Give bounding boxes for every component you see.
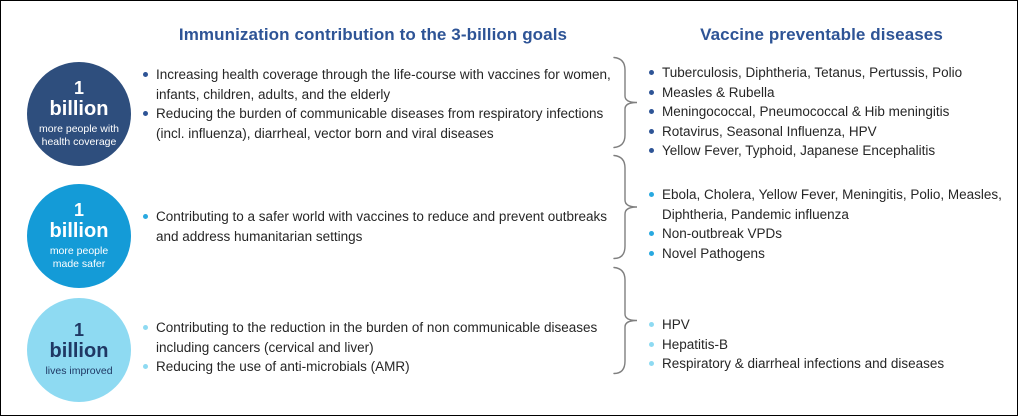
bullet-dot-icon xyxy=(648,244,662,264)
bullet-dot-icon xyxy=(648,185,662,205)
circle-caption: more people with health coverage xyxy=(39,122,119,148)
goals-list-row-3 xyxy=(142,318,614,377)
bullet-dot-icon xyxy=(142,207,156,227)
bullet-dot-icon xyxy=(648,122,662,142)
bullet-dot-icon xyxy=(142,65,156,85)
list-item xyxy=(648,335,1014,355)
list-item xyxy=(648,244,1014,264)
curly-brace-icon xyxy=(611,154,641,260)
list-item xyxy=(648,224,1014,244)
bullet-dot-icon xyxy=(648,102,662,122)
bullet-dot-icon xyxy=(142,104,156,124)
circle-1-billion-made-safer xyxy=(27,184,131,288)
list-item-text: Ebola, Cholera, Yellow Fever, Meningitis, Polio, Measles, Diphtheria, Pandemic influenza xyxy=(662,187,1002,222)
diseases-list-row-2 xyxy=(648,185,1014,263)
bullet-dot-icon xyxy=(142,318,156,338)
list-item-text: Measles & Rubella xyxy=(662,84,775,100)
list-item xyxy=(142,65,614,104)
list-item xyxy=(648,354,1014,374)
curly-brace-icon xyxy=(611,266,641,375)
list-item xyxy=(648,63,1014,83)
bullet-dot-icon xyxy=(648,141,662,161)
list-item xyxy=(142,318,614,357)
goals-list-row-2 xyxy=(142,207,614,246)
list-item xyxy=(142,104,614,143)
list-item-text: Novel Pathogens xyxy=(662,245,765,261)
list-item-text: Non-outbreak VPDs xyxy=(662,226,783,241)
brace-row-2 xyxy=(611,154,641,260)
list-item-text: Increasing health coverage through the life-course with vaccines for women, infants, children, adults, and the elderly xyxy=(156,67,611,102)
circle-1-billion-health-coverage xyxy=(27,62,131,166)
list-item xyxy=(648,315,1014,335)
bullet-dot-icon xyxy=(648,335,662,355)
circle-number: 1 xyxy=(73,320,84,341)
diseases-list-row-3 xyxy=(648,315,1014,374)
circle-unit: billion xyxy=(49,340,109,363)
list-item-text: Reducing the burden of communicable diseases from respiratory infections (incl. influenza), diarrheal, vector born and viral diseases xyxy=(156,106,604,141)
goals-list-row-1 xyxy=(142,65,614,143)
list-item xyxy=(142,357,614,377)
bullet-dot-icon xyxy=(648,315,662,335)
list-item-text: Respiratory & diarrheal infections and diseases xyxy=(662,356,945,371)
curly-brace-icon xyxy=(611,56,641,149)
circle-unit: billion xyxy=(49,97,109,120)
list-item-text: Contributing to the reduction in the burden of non communicable diseases including cancers (cervical and liver) xyxy=(156,320,598,355)
bullet-dot-icon xyxy=(648,63,662,83)
list-item xyxy=(648,83,1014,103)
list-item-text: Reducing the use of anti-microbials (AMR) xyxy=(156,359,410,374)
bullet-dot-icon xyxy=(142,357,156,377)
brace-row-3 xyxy=(611,266,641,375)
list-item xyxy=(648,102,1014,122)
circle-caption: more people made safer xyxy=(49,244,109,270)
list-item xyxy=(648,185,1014,224)
list-item-text: HPV xyxy=(662,317,690,332)
bullet-dot-icon xyxy=(648,224,662,244)
list-item-text: Contributing to a safer world with vaccines to reduce and prevent outbreaks and address humanitarian settings xyxy=(156,209,607,244)
list-item xyxy=(648,122,1014,142)
list-item-text: Rotavirus, Seasonal Influenza, HPV xyxy=(662,123,877,139)
circle-number: 1 xyxy=(73,77,84,98)
list-item-text: Yellow Fever, Typhoid, Japanese Encephalitis xyxy=(662,143,936,158)
bullet-dot-icon xyxy=(648,83,662,103)
list-item xyxy=(142,207,614,246)
column-title-diseases: Vaccine preventable diseases xyxy=(700,25,943,44)
column-title-goals: Immunization contribution to the 3-billion goals xyxy=(178,25,568,44)
list-item-text: Hepatitis-B xyxy=(662,336,729,352)
circle-number: 1 xyxy=(73,199,84,220)
list-item-text: Meningococcal, Pneumococcal & Hib meningitis xyxy=(662,104,950,119)
circle-caption: lives improved xyxy=(45,365,113,378)
diseases-list-row-1 xyxy=(648,63,1014,161)
bullet-dot-icon xyxy=(648,354,662,374)
circle-unit: billion xyxy=(49,219,109,242)
brace-row-1 xyxy=(611,56,641,149)
circle-1-billion-lives-improved xyxy=(27,298,131,402)
list-item xyxy=(648,141,1014,161)
list-item-text: Tuberculosis, Diphtheria, Tetanus, Pertussis, Polio xyxy=(662,65,963,80)
